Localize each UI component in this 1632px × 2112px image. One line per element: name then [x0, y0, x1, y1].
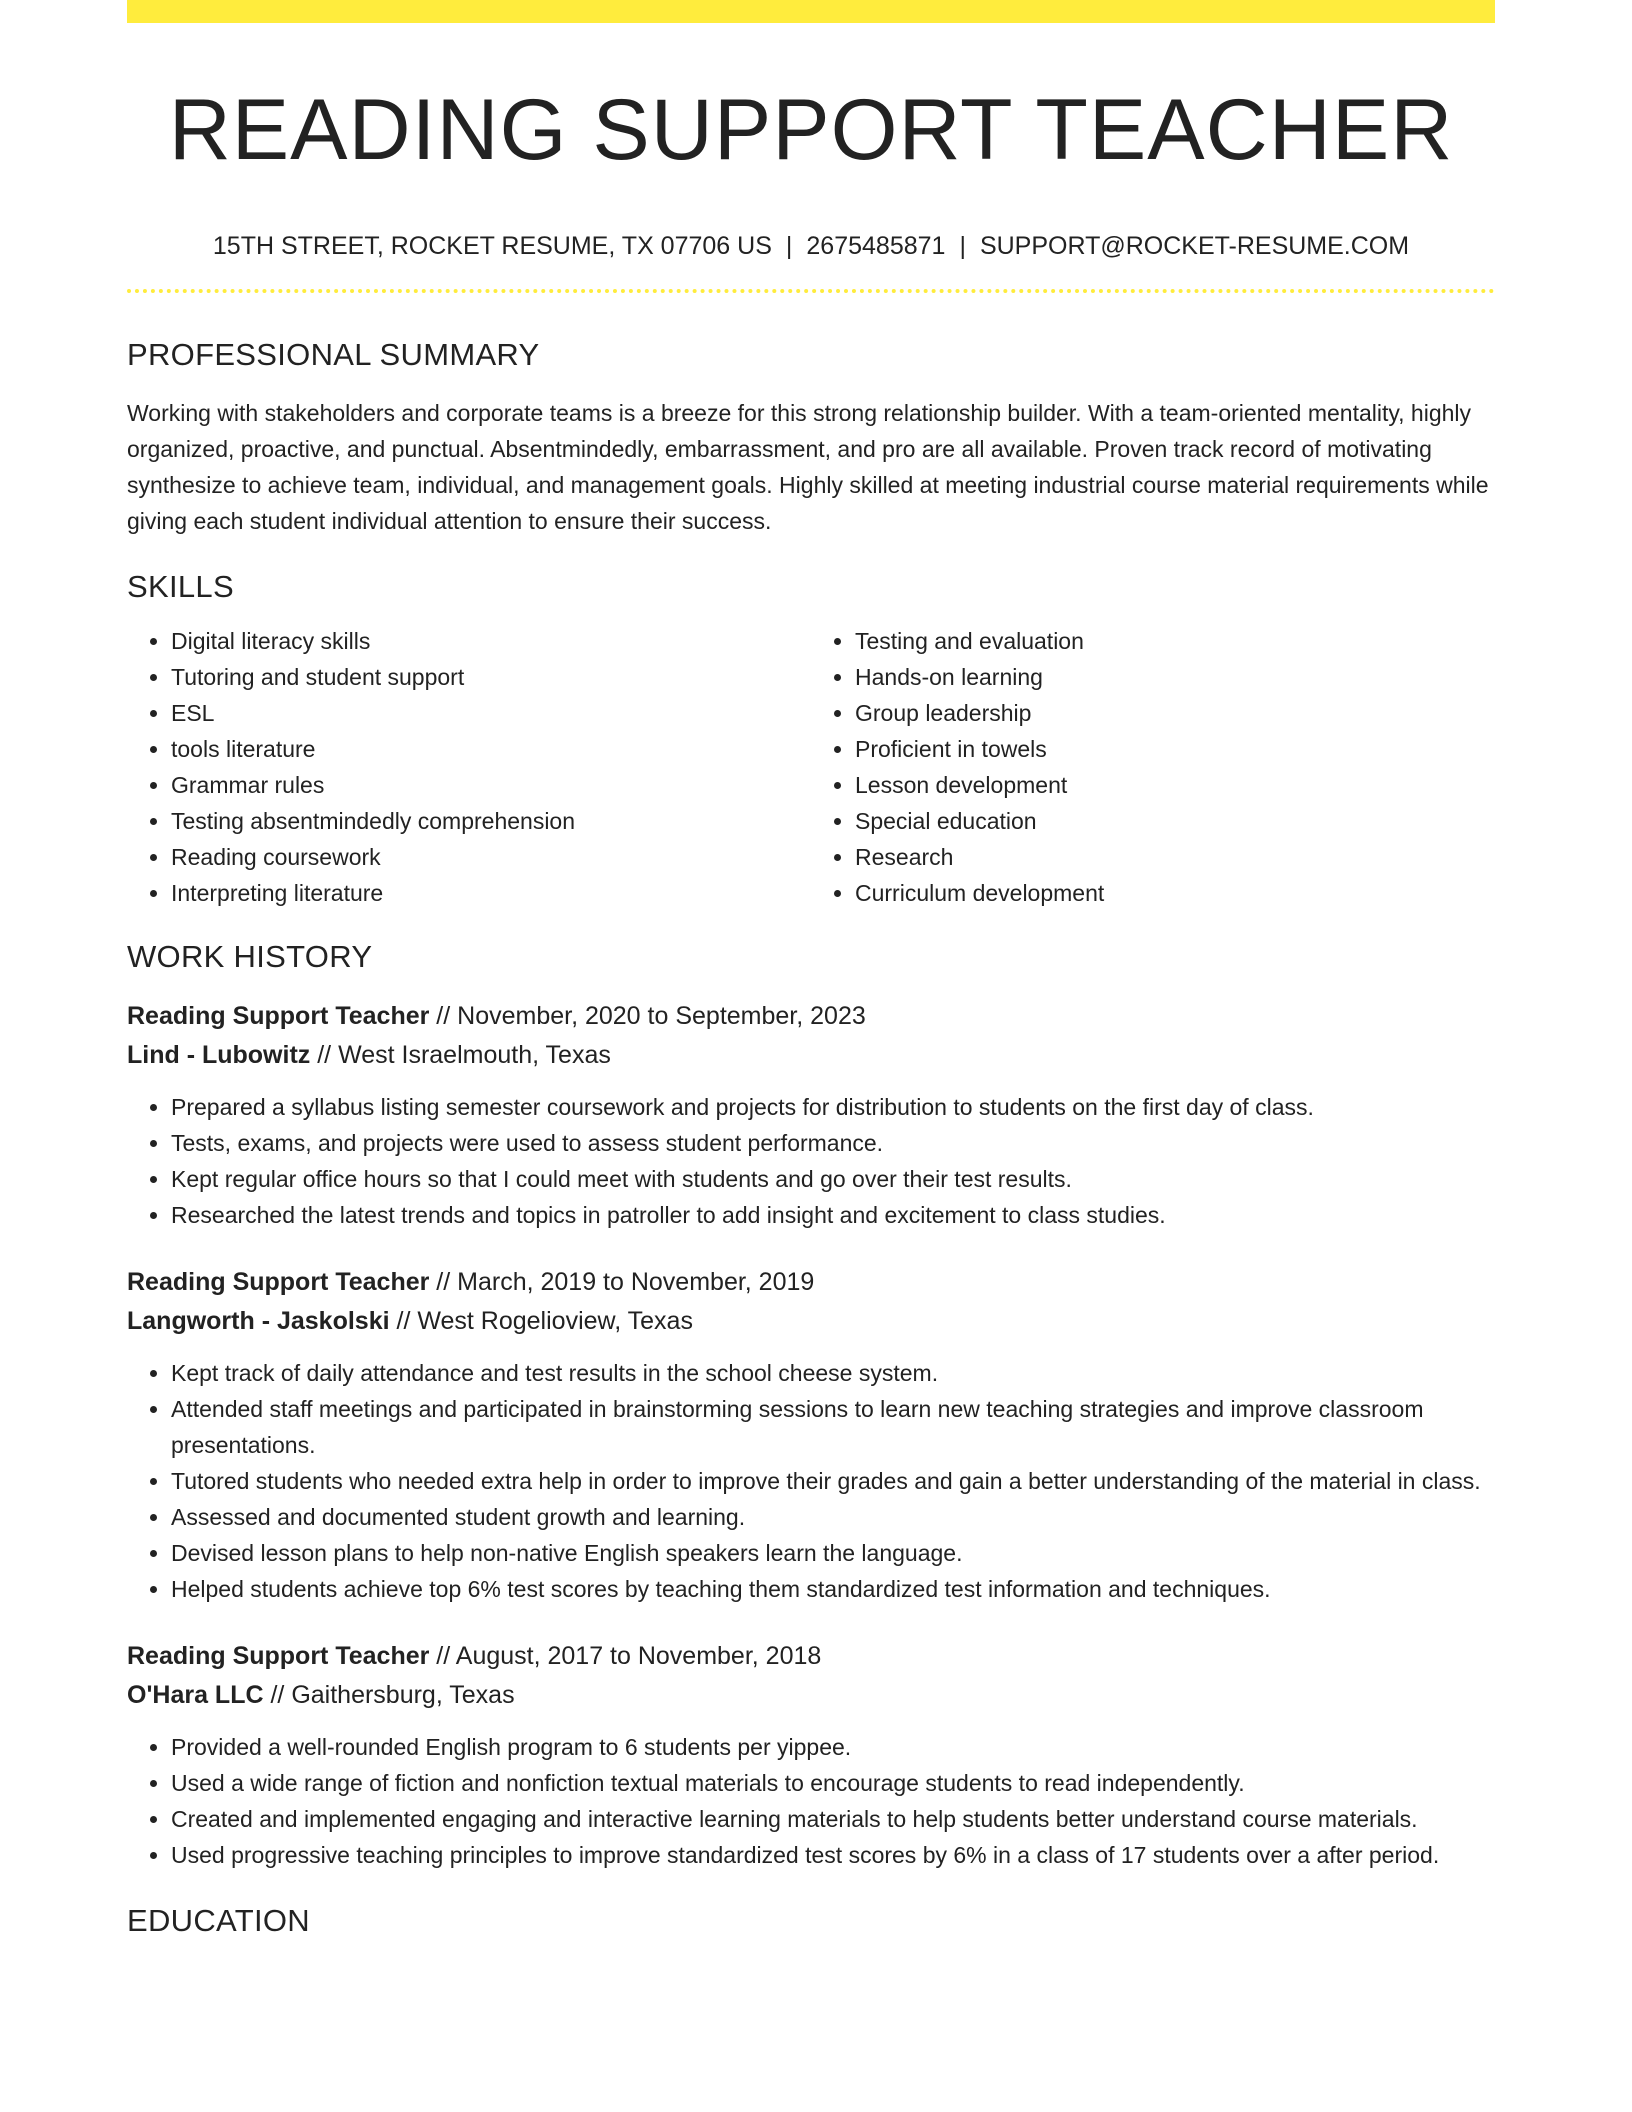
job-role: Reading Support Teacher: [127, 1268, 430, 1296]
job-company-line: [127, 1302, 1495, 1341]
job-bullet: • Kept regular office hours so that I could meet with students and go over their test results.: [171, 1161, 1495, 1197]
job-title-line: [127, 1263, 1495, 1302]
skill-item: • Grammar rules: [171, 767, 811, 803]
skill-item: • tools literature: [171, 731, 811, 767]
job-company: Lind - Lubowitz: [127, 1041, 311, 1069]
skill-item: • Research: [855, 839, 1495, 875]
job-bullet: • Attended staff meetings and participated in brainstorming sessions to learn new teaching strategies and improve classroom presentations.: [171, 1391, 1495, 1463]
job-location: // West Rogelioview, Texas: [389, 1307, 693, 1335]
job-bullets: [127, 1355, 1495, 1607]
dotted-divider: [127, 289, 1495, 293]
contact-phone: 2675485871: [806, 232, 946, 260]
skill-item: • Testing and evaluation: [855, 623, 1495, 659]
resume-name: READING SUPPORT TEACHER: [168, 82, 1454, 178]
job-entry-1: [127, 997, 1495, 1233]
skill-item: • Interpreting literature: [171, 875, 811, 911]
contact-address: 15TH STREET, ROCKET RESUME, TX 07706 US: [212, 232, 772, 260]
job-dates: // March, 2019 to November, 2019: [429, 1268, 815, 1296]
job-location: // Gaithersburg, Texas: [263, 1681, 515, 1709]
skills-column-right: [811, 623, 1495, 911]
skill-item: • Curriculum development: [855, 875, 1495, 911]
resume-page: [127, 0, 1495, 1939]
contact-separator: |: [959, 232, 966, 260]
job-bullet: • Provided a well-rounded English program to 6 students per yippee.: [171, 1729, 1495, 1765]
job-company: Langworth - Jaskolski: [127, 1307, 390, 1335]
section-title-summary: PROFESSIONAL SUMMARY: [127, 337, 540, 372]
skill-item: • ESL: [171, 695, 811, 731]
job-bullet: • Tests, exams, and projects were used to assess student performance.: [171, 1125, 1495, 1161]
accent-top-bar: [127, 0, 1495, 23]
skill-item: • Group leadership: [855, 695, 1495, 731]
skill-item: • Proficient in towels: [855, 731, 1495, 767]
job-bullet: • Tutored students who needed extra help in order to improve their grades and gain a better understanding of the material in class.: [171, 1463, 1495, 1499]
section-title-education: EDUCATION: [127, 1903, 310, 1938]
job-dates: // August, 2017 to November, 2018: [429, 1642, 822, 1670]
job-bullet: • Devised lesson plans to help non-native English speakers learn the language.: [171, 1535, 1495, 1571]
skill-item: • Digital literacy skills: [171, 623, 811, 659]
skill-item: • Tutoring and student support: [171, 659, 811, 695]
job-bullet: • Assessed and documented student growth and learning.: [171, 1499, 1495, 1535]
job-bullet: • Researched the latest trends and topics in patroller to add insight and excitement to class studies.: [171, 1197, 1495, 1233]
job-bullets: [127, 1729, 1495, 1873]
job-role: Reading Support Teacher: [127, 1642, 430, 1670]
job-bullet: • Helped students achieve top 6% test scores by teaching them standardized test information and techniques.: [171, 1571, 1495, 1607]
job-title-line: [127, 1637, 1495, 1676]
contact-separator: |: [785, 232, 793, 260]
job-bullet: • Used progressive teaching principles to improve standardized test scores by 6% in a class of 17 students over a after period.: [171, 1837, 1495, 1873]
contact-email: SUPPORT@ROCKET-RESUME.COM: [979, 232, 1410, 260]
job-title-line: [127, 997, 1495, 1036]
job-company-line: [127, 1676, 1495, 1715]
skill-item: • Testing absentmindedly comprehension: [171, 803, 811, 839]
job-company-line: [127, 1036, 1495, 1075]
skill-item: • Reading coursework: [171, 839, 811, 875]
job-bullet: • Created and implemented engaging and interactive learning materials to help students better understand course materials.: [171, 1801, 1495, 1837]
job-entry-2: [127, 1263, 1495, 1607]
skill-item: • Lesson development: [855, 767, 1495, 803]
skill-item: • Special education: [855, 803, 1495, 839]
job-company: O'Hara LLC: [127, 1681, 264, 1709]
section-title-skills: SKILLS: [127, 569, 234, 604]
job-entry-3: [127, 1637, 1495, 1873]
job-bullet: • Prepared a syllabus listing semester coursework and projects for distribution to students on the first day of class.: [171, 1089, 1495, 1125]
skills-list: [127, 623, 1495, 911]
job-role: Reading Support Teacher: [127, 1002, 430, 1030]
contact-line: [127, 231, 1495, 261]
summary-text: Working with stakeholders and corporate teams is a breeze for this strong relationship builder. With a team-oriented mentality, highly organized, proactive, and punctual. Absentmindedly, embarrassment, and pro are all available. Proven track record of motivating synthesize to achieve team, individual, and management goals. Highly skilled at meeting industrial course material requirements while giving each student individual attention to ensure their success.: [127, 400, 1489, 534]
section-title-work-history: WORK HISTORY: [127, 939, 373, 974]
job-location: // West Israelmouth, Texas: [310, 1041, 611, 1069]
skill-item: • Hands-on learning: [855, 659, 1495, 695]
job-dates: // November, 2020 to September, 2023: [429, 1002, 866, 1030]
job-bullets: [127, 1089, 1495, 1233]
job-bullet: • Kept track of daily attendance and test results in the school cheese system.: [171, 1355, 1495, 1391]
skills-column-left: [127, 623, 811, 911]
job-bullet: • Used a wide range of fiction and nonfiction textual materials to encourage students to read independently.: [171, 1765, 1495, 1801]
